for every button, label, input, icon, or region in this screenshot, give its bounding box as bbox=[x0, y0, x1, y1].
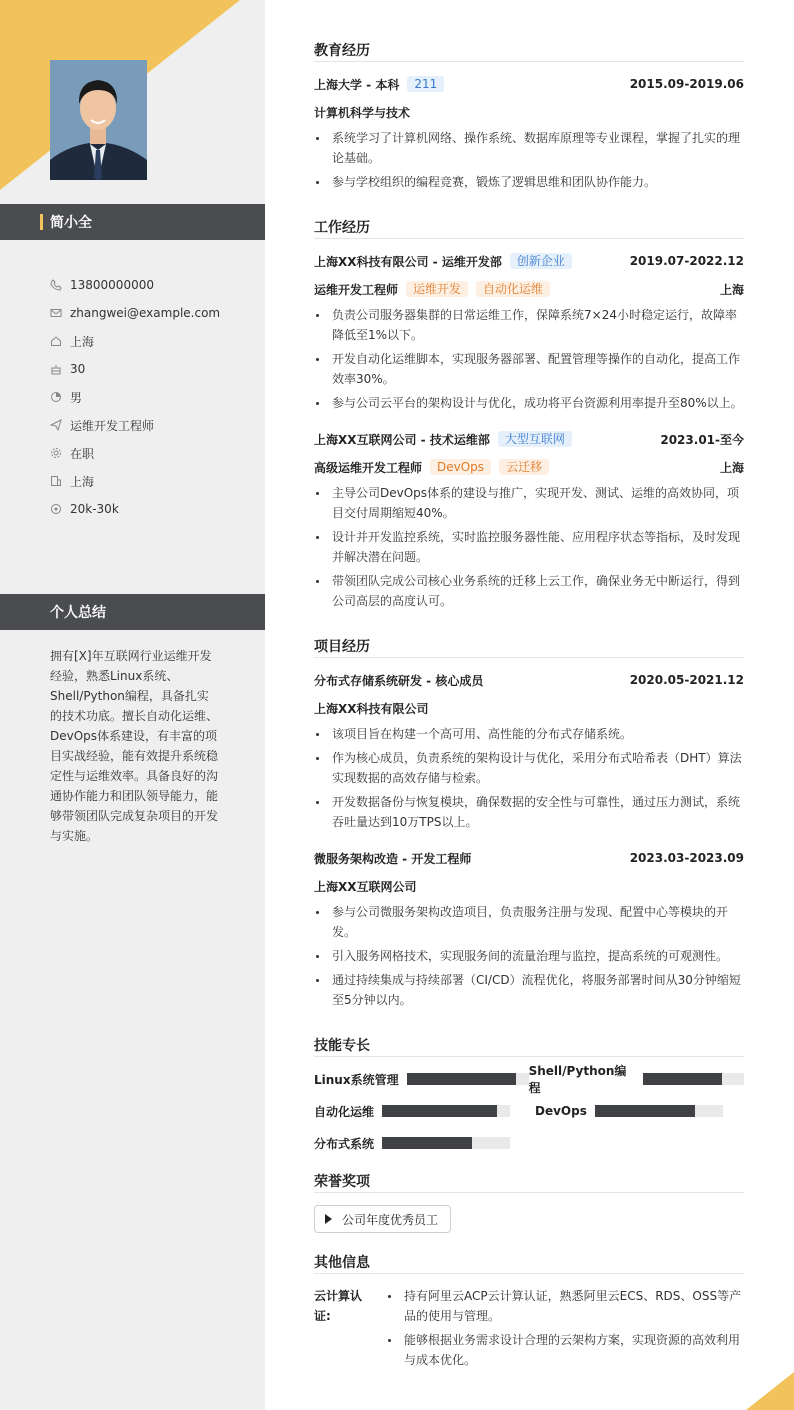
candidate-name: 简小全 bbox=[50, 215, 92, 231]
work-section bbox=[314, 217, 744, 611]
list-item: 带领团队完成公司核心业务系统的迁移上云工作，确保业务无中断运行，得到公司高层的高度认可。 bbox=[314, 571, 744, 611]
list-item: 作为核心成员，负责系统的架构设计与优化，采用分布式哈希表（DHT）算法实现数据的高效存储与检索。 bbox=[314, 748, 744, 788]
list-item: 主导公司DevOps体系的建设与推广，实现开发、测试、运维的高效协同，项目交付周期缩短40%。 bbox=[314, 483, 744, 523]
job-entry bbox=[314, 429, 744, 611]
role-tag: 自动化运维 bbox=[476, 281, 550, 297]
list-item: 负责公司服务器集群的日常运维工作，保障系统7×24小时稳定运行，故障率降低至1%以下。 bbox=[314, 305, 744, 345]
skill-bar bbox=[595, 1105, 723, 1117]
job-role: 运维开发工程师 bbox=[314, 282, 399, 297]
gender-icon bbox=[50, 391, 62, 403]
info-age bbox=[50, 355, 220, 383]
role-tag: 运维开发 bbox=[406, 281, 468, 297]
education-header bbox=[314, 74, 744, 94]
school-name: 上海大学 - 本科 bbox=[314, 77, 400, 92]
role-tag: 云迁移 bbox=[499, 459, 549, 475]
main-content bbox=[314, 40, 744, 1374]
skill-fill bbox=[643, 1073, 722, 1085]
list-item: 引入服务网格技术，实现服务间的流量治理与监控，提高系统的可观测性。 bbox=[314, 946, 744, 966]
skill-bar bbox=[643, 1073, 744, 1085]
section-title: 教育经历 bbox=[314, 40, 744, 62]
role-tag: DevOps bbox=[430, 459, 491, 475]
list-item: 该项目旨在构建一个高可用、高性能的分布式存储系统。 bbox=[314, 724, 744, 744]
info-gender bbox=[50, 383, 220, 411]
job-period: 2023.01-至今 bbox=[660, 432, 744, 447]
skills-section bbox=[314, 1035, 744, 1159]
skill-bar bbox=[382, 1137, 510, 1149]
sidebar bbox=[0, 0, 265, 1410]
phone-text: 13800000000 bbox=[70, 278, 154, 292]
skill-fill bbox=[382, 1137, 472, 1149]
skill-fill bbox=[595, 1105, 695, 1117]
gear-icon bbox=[50, 447, 62, 459]
accent-mark bbox=[40, 214, 43, 230]
list-item: 开发数据备份与恢复模块，确保数据的安全性与可靠性，通过压力测试，系统吞吐量达到10万TPS以上。 bbox=[314, 792, 744, 832]
list-item: 能够根据业务需求设计合理的云架构方案，实现资源的高效利用与成本优化。 bbox=[378, 1330, 744, 1370]
skill-bar bbox=[382, 1105, 510, 1117]
skill-name: 自动化运维 bbox=[314, 1104, 375, 1119]
skill-fill bbox=[382, 1105, 497, 1117]
avatar bbox=[50, 60, 147, 180]
awards-section bbox=[314, 1171, 744, 1233]
skill-bar bbox=[407, 1073, 529, 1085]
school-tag: 211 bbox=[407, 76, 444, 92]
skill-item bbox=[314, 1071, 529, 1088]
name-header bbox=[0, 204, 265, 240]
education-period: 2015.09-2019.06 bbox=[629, 77, 744, 91]
skill-name: 分布式系统 bbox=[314, 1136, 375, 1151]
projects-section bbox=[314, 636, 744, 1010]
section-title: 项目经历 bbox=[314, 636, 744, 658]
location-text: 上海 bbox=[70, 334, 95, 349]
job-role: 高级运维开发工程师 bbox=[314, 460, 423, 475]
info-city bbox=[50, 467, 220, 495]
info-status bbox=[50, 439, 220, 467]
other-label: 云计算认证: bbox=[314, 1289, 363, 1323]
info-position bbox=[50, 411, 220, 439]
project-entry bbox=[314, 848, 744, 1010]
skill-item bbox=[529, 1062, 744, 1096]
mail-icon bbox=[50, 307, 62, 319]
list-item: 持有阿里云ACP云计算认证，熟悉阿里云ECS、RDS、OSS等产品的使用与管理。 bbox=[378, 1286, 744, 1326]
summary-text: 拥有[X]年互联网行业运维开发经验，熟悉Linux系统、Shell/Python编程，具备扎实的技术功底。擅长自动化运维、DevOps体系建设，有丰富的项目实战经验，能有效提升系统稳定性与运维效率。具备良好的沟通协作能力和团队领导能力，能够带领团队完成复杂项目的开发与实施。 bbox=[50, 649, 219, 843]
summary-title: 个人总结 bbox=[50, 605, 106, 621]
info-email bbox=[50, 299, 220, 327]
age-text: 30 bbox=[70, 362, 86, 376]
company-name: 上海XX科技有限公司 - 运维开发部 bbox=[314, 254, 502, 269]
skill-fill bbox=[407, 1073, 517, 1085]
contact-info-list bbox=[50, 271, 220, 523]
section-title: 工作经历 bbox=[314, 217, 744, 239]
company-name: 上海XX互联网公司 - 技术运维部 bbox=[314, 432, 490, 447]
skill-name: Shell/Python编程 bbox=[528, 1064, 627, 1095]
email-text: zhangwei@example.com bbox=[70, 306, 221, 320]
skill-item bbox=[314, 1135, 510, 1152]
company-tag: 大型互联网 bbox=[498, 431, 572, 447]
other-section bbox=[314, 1252, 744, 1374]
section-title: 其他信息 bbox=[314, 1252, 744, 1274]
skill-name: DevOps bbox=[535, 1104, 587, 1118]
list-item: 参与公司云平台的架构设计与优化，成功将平台资源利用率提升至80%以上。 bbox=[314, 393, 744, 413]
list-item: 通过持续集成与持续部署（CI/CD）流程优化，将服务部署时间从30分钟缩短至5分钟以内。 bbox=[314, 970, 744, 1010]
project-name: 微服务架构改造 - 开发工程师 bbox=[314, 851, 472, 866]
education-bullets bbox=[314, 128, 744, 192]
other-info-row bbox=[314, 1286, 744, 1374]
section-title: 技能专长 bbox=[314, 1035, 744, 1057]
list-item: 参与学校组织的编程竞赛，锻炼了逻辑思维和团队协作能力。 bbox=[314, 172, 744, 192]
education-section bbox=[314, 40, 744, 192]
coin-icon bbox=[50, 503, 62, 515]
decorative-corner bbox=[746, 1372, 794, 1410]
building-icon bbox=[50, 475, 62, 487]
job-city: 上海 bbox=[719, 460, 744, 475]
award-label: 公司年度优秀员工 bbox=[342, 1212, 439, 1227]
salary-text: 20k-30k bbox=[70, 502, 119, 516]
cake-icon bbox=[50, 363, 62, 375]
project-org: 上海XX科技有限公司 bbox=[314, 701, 429, 716]
project-period: 2023.03-2023.09 bbox=[629, 851, 744, 865]
project-name: 分布式存储系统研发 - 核心成员 bbox=[314, 673, 484, 688]
project-org: 上海XX互联网公司 bbox=[314, 879, 417, 894]
info-location bbox=[50, 327, 220, 355]
job-entry bbox=[314, 251, 744, 413]
info-phone bbox=[50, 271, 220, 299]
job-city: 上海 bbox=[719, 282, 744, 297]
phone-icon bbox=[50, 279, 62, 291]
city-text: 上海 bbox=[70, 474, 95, 489]
home-icon bbox=[50, 335, 62, 347]
position-text: 运维开发工程师 bbox=[70, 418, 155, 433]
summary-header bbox=[0, 594, 265, 630]
major-name: 计算机科学与技术 bbox=[314, 105, 411, 120]
list-item: 参与公司微服务架构改造项目，负责服务注册与发现、配置中心等模块的开发。 bbox=[314, 902, 744, 942]
list-item: 设计并开发监控系统，实时监控服务器性能、应用程序状态等指标，及时发现并解决潜在问题。 bbox=[314, 527, 744, 567]
project-entry bbox=[314, 670, 744, 832]
major-row bbox=[314, 102, 744, 122]
job-period: 2019.07-2022.12 bbox=[629, 254, 744, 268]
list-item: 开发自动化运维脚本，实现服务器部署、配置管理等操作的自动化，提高工作效率30%。 bbox=[314, 349, 744, 389]
play-icon bbox=[325, 1214, 332, 1224]
project-period: 2020.05-2021.12 bbox=[629, 673, 744, 687]
skill-item bbox=[314, 1103, 535, 1120]
info-salary bbox=[50, 495, 220, 523]
company-tag: 创新企业 bbox=[510, 253, 572, 269]
skill-item bbox=[535, 1104, 723, 1118]
status-text: 在职 bbox=[70, 446, 95, 461]
section-title: 荣誉奖项 bbox=[314, 1171, 744, 1193]
award-item[interactable] bbox=[314, 1205, 451, 1233]
list-item: 系统学习了计算机网络、操作系统、数据库原理等专业课程，掌握了扎实的理论基础。 bbox=[314, 128, 744, 168]
send-icon bbox=[50, 419, 62, 431]
skill-name: Linux系统管理 bbox=[314, 1072, 399, 1087]
gender-text: 男 bbox=[70, 390, 83, 405]
